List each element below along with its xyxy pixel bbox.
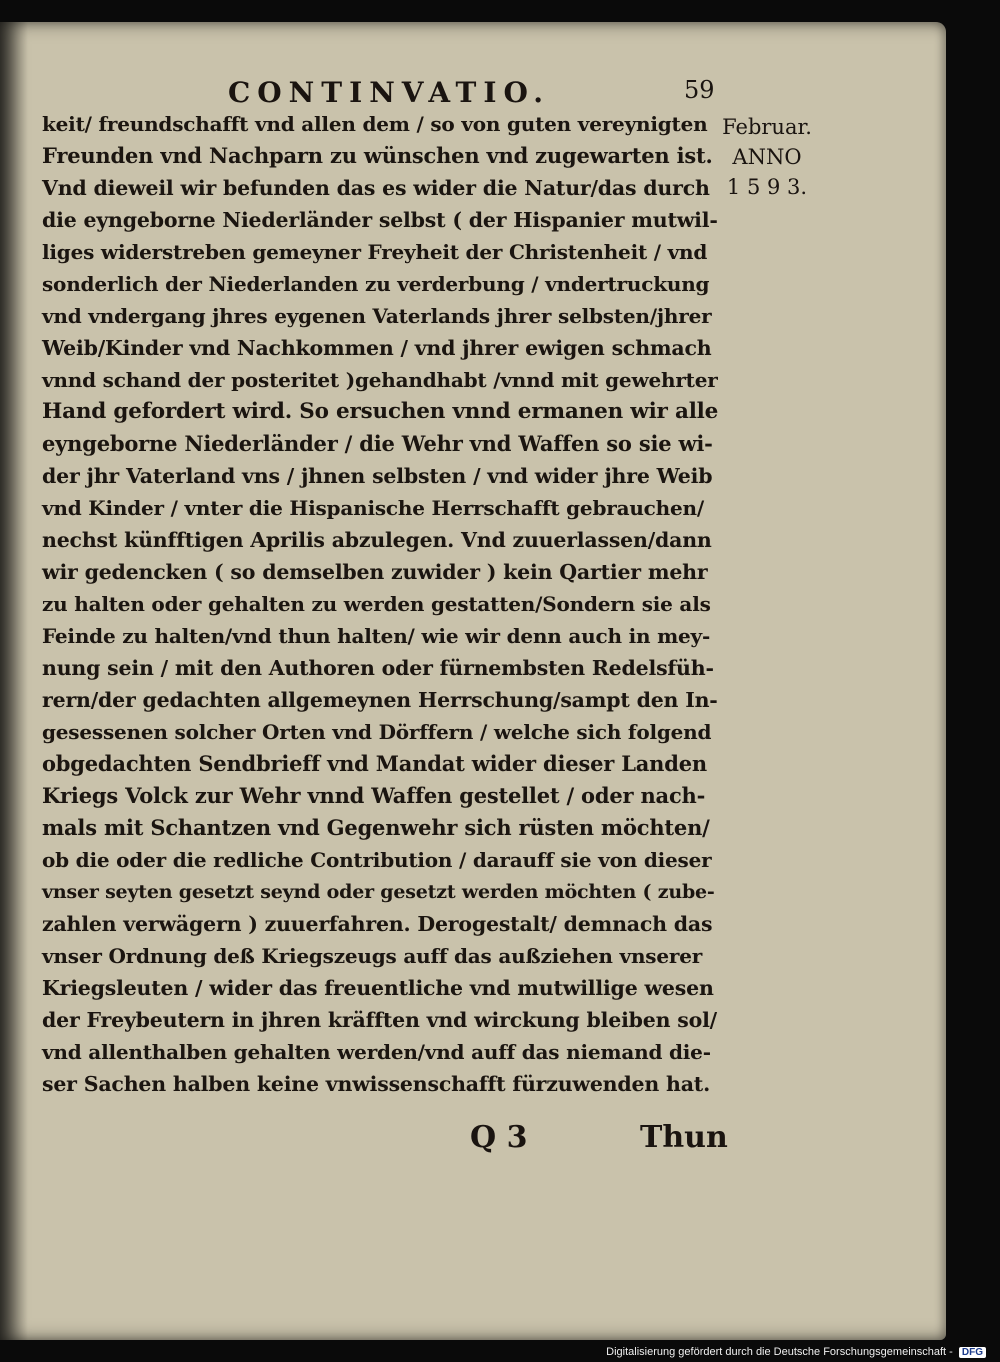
text-line: vnd Kinder / vnter die Hispanische Herrschafft gebrauchen/ — [42, 496, 704, 520]
text-line: zu halten oder gehalten zu werden gestatten/Sondern sie als — [42, 592, 711, 616]
text-line: gesessenen solcher Orten vnd Dörffern / welche sich folgend — [42, 720, 712, 744]
margin-note-anno: ANNO — [732, 145, 802, 169]
text-line: mals mit Schantzen vnd Gegenwehr sich rüsten möchten/ — [42, 815, 710, 840]
text-line: der Freybeutern in jhren kräfften vnd wirckung bleiben sol/ — [42, 1008, 717, 1032]
margin-note-month: Februar. — [722, 115, 812, 139]
text-line: obgedachten Sendbrieff vnd Mandat wider dieser Landen — [42, 751, 707, 776]
text-line: der jhr Vaterland vns / jhnen selbsten / vnd wider jhre Weib — [42, 464, 713, 488]
text-line: nechst künfftigen Aprilis abzulegen. Vnd zuuerlassen/dann — [42, 528, 712, 552]
running-head: CONTINVATIO. — [228, 76, 550, 109]
text-line: zahlen verwägern ) zuuerfahren. Derogestalt/ demnach das — [42, 912, 713, 936]
text-line: die eyngeborne Niederländer selbst ( der Hispanier mutwil- — [42, 208, 718, 232]
text-line: ser Sachen halben keine vnwissenschafft fürzuwenden hat. — [42, 1072, 711, 1096]
page-number: 59 — [684, 76, 715, 104]
text-line: liges widerstreben gemeyner Freyheit der Christenheit / vnd — [42, 240, 708, 264]
text-line: vnser Ordnung deß Kriegszeugs auff das außziehen vnserer — [42, 944, 703, 968]
margin-note — [712, 112, 822, 202]
text-line: Weib/Kinder vnd Nachkommen / vnd jhrer ewigen schmach — [42, 336, 712, 360]
footer-text: Digitalisierung gefördert durch die Deutsche Forschungsgemeinschaft - — [606, 1346, 953, 1358]
text-line: vnd allenthalben gehalten werden/vnd auff das niemand die- — [42, 1040, 711, 1064]
signature-mark: Q 3 — [470, 1120, 528, 1155]
text-line: vnser seyten gesetzt seynd oder gesetzt werden möchten ( zube- — [42, 881, 715, 903]
text-line: rern/der gedachten allgemeynen Herrschung/sampt den In- — [42, 688, 718, 712]
catchword: Thun — [640, 1120, 728, 1155]
text-line: vnd vndergang jhres eygenen Vaterlands jhrer selbsten/jhrer — [42, 304, 712, 328]
text-line: nung sein / mit den Authoren oder fürnembsten Redelsfüh- — [42, 656, 714, 680]
text-line: Kriegs Volck zur Wehr vnnd Waffen gestellet / oder nach- — [42, 783, 706, 808]
text-line: eyngeborne Niederländer / die Wehr vnd Waffen so sie wi- — [42, 431, 713, 456]
footer-credit — [606, 1346, 986, 1358]
text-line: sonderlich der Niederlanden zu verderbung / vndertruckung — [42, 272, 710, 296]
text-line: Kriegsleuten / wider das freuentliche vnd mutwillige wesen — [42, 976, 714, 1000]
text-line: vnnd schand der posteritet )gehandhabt /vnnd mit gewehrter — [42, 368, 718, 392]
body-text — [42, 108, 718, 1100]
text-line: keit/ freundschafft vnd allen dem / so von guten vereynigten — [42, 112, 708, 136]
text-line: Hand gefordert wird. So ersuchen vnnd ermanen wir alle — [42, 399, 719, 424]
text-line: Freunden vnd Nachparn zu wünschen vnd zugewarten ist. — [42, 143, 713, 168]
text-line: Feinde zu halten/vnd thun halten/ wie wir denn auch in mey- — [42, 624, 711, 648]
margin-note-year: 1 5 9 3. — [726, 175, 808, 199]
text-line: Vnd dieweil wir befunden das es wider die Natur/das durch — [42, 176, 710, 200]
text-line: wir gedencken ( so demselben zuwider ) kein Qartier mehr — [42, 560, 708, 584]
gutter-shadow — [0, 22, 28, 1340]
text-line: ob die oder die redliche Contribution / darauff sie von dieser — [42, 848, 712, 872]
dfg-logo: DFG — [959, 1347, 986, 1358]
